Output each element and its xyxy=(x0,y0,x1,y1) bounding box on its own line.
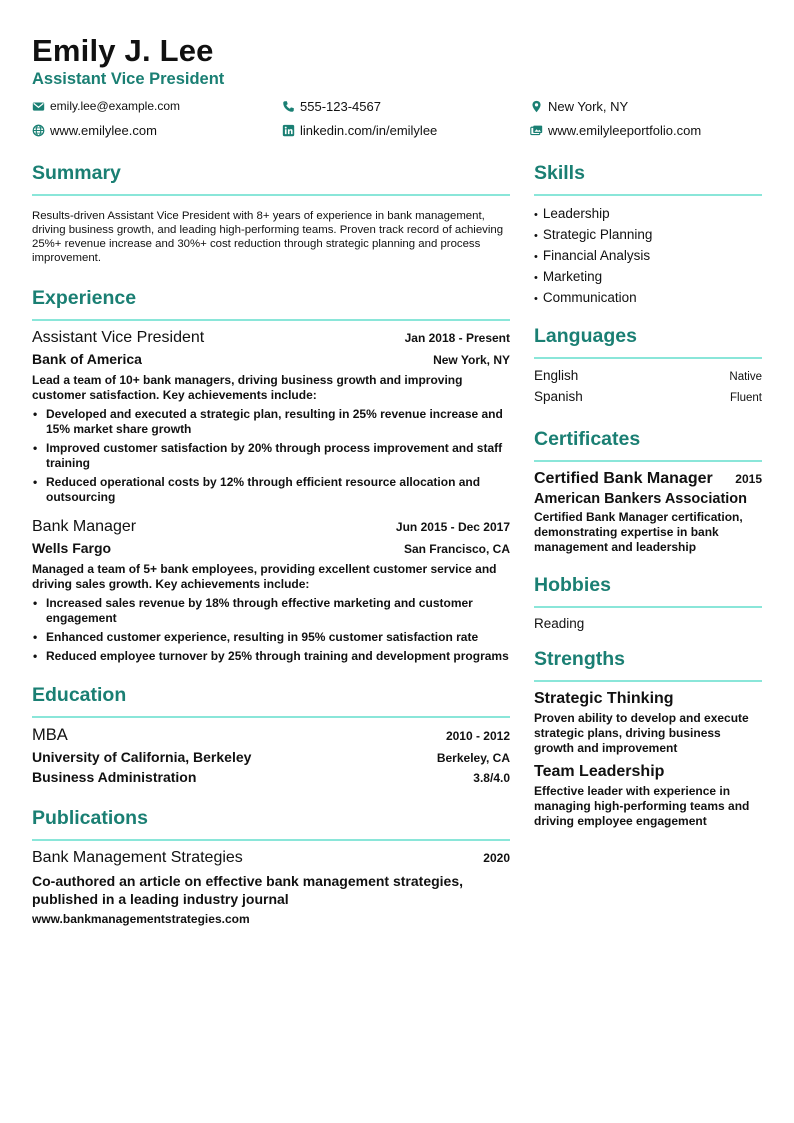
job-description: Lead a team of 10+ bank managers, driving business growth and improving customer satisfaction. Key achievements include: xyxy=(32,373,463,402)
job-entry xyxy=(32,329,510,505)
achievement-item: • Reduced employee turnover by 25% through training and development programs xyxy=(32,649,510,664)
job-achievements xyxy=(32,596,510,664)
job-location: New York, NY xyxy=(433,353,510,367)
skills-section xyxy=(534,160,762,309)
contact-phone-text: 555-123-4567 xyxy=(300,98,381,114)
section-divider xyxy=(534,680,762,682)
certificates-heading: Certificates xyxy=(534,428,641,450)
publications-heading: Publications xyxy=(32,807,148,829)
language-level: Fluent xyxy=(730,392,762,404)
contact-location-text: New York, NY xyxy=(548,98,629,114)
job-location: San Francisco, CA xyxy=(403,542,510,556)
section-divider xyxy=(534,460,762,462)
skills-list xyxy=(534,204,762,309)
section-divider xyxy=(32,194,510,196)
publication-year: 2020 xyxy=(483,851,510,865)
contact-portfolio-text: www.emilyleeportfolio.com xyxy=(548,122,702,138)
summary-text: Results-driven Assistant Vice President with 8+ years of experience in bank management, driving business growth, and leading high-performing teams. Proven track record of achieving 25%+ revenue increase and 30%+ cost reduction through strategic planning and process improvement. xyxy=(32,210,504,264)
strength-item xyxy=(534,690,762,756)
strength-title: Strategic Thinking xyxy=(534,690,674,707)
certificate-issuer: American Bankers Association xyxy=(534,491,748,507)
education-degree: MBA xyxy=(32,726,68,744)
portfolio-icon xyxy=(530,124,543,137)
skill-item: • Financial Analysis xyxy=(534,246,762,267)
language-item xyxy=(534,366,762,387)
globe-icon xyxy=(32,124,45,137)
envelope-icon xyxy=(32,100,45,113)
right-column xyxy=(534,160,762,829)
job-title: Assistant Vice President xyxy=(32,329,205,346)
hobbies-heading: Hobbies xyxy=(534,574,611,596)
experience-heading: Experience xyxy=(32,287,137,309)
skills-heading: Skills xyxy=(534,162,585,184)
summary-heading: Summary xyxy=(32,162,121,184)
job-dates: Jan 2018 - Present xyxy=(404,331,510,345)
left-column xyxy=(32,160,510,926)
language-level: Native xyxy=(729,371,762,383)
section-divider xyxy=(534,606,762,608)
job-description: Managed a team of 5+ bank employees, providing excellent customer service and driving sales growth. Key achievements include: xyxy=(32,562,497,591)
education-gpa: 3.8/4.0 xyxy=(473,771,510,785)
skill-item: • Leadership xyxy=(534,204,762,225)
language-item xyxy=(534,387,762,408)
section-divider xyxy=(534,357,762,359)
certificate-title: Certified Bank Manager xyxy=(534,470,713,487)
education-dates: 2010 - 2012 xyxy=(445,729,510,743)
certificate-year: 2015 xyxy=(735,472,762,486)
section-divider xyxy=(32,716,510,718)
education-heading: Education xyxy=(32,684,127,706)
languages-section xyxy=(534,323,762,408)
achievement-item: • Developed and executed a strategic plan, resulting in 25% revenue increase and 15% market share growth xyxy=(32,407,510,437)
skill-item: • Strategic Planning xyxy=(534,225,762,246)
education-school: University of California, Berkeley xyxy=(32,749,252,765)
hobby-item: Reading xyxy=(534,616,585,631)
summary-section xyxy=(32,160,510,265)
contact-email[interactable] xyxy=(32,96,180,116)
experience-section xyxy=(32,285,510,664)
contact-email-text: emily.lee@example.com xyxy=(50,99,181,113)
contact-website[interactable] xyxy=(32,120,157,140)
contact-portfolio[interactable] xyxy=(530,120,701,140)
phone-icon xyxy=(282,100,295,113)
strength-description: Effective leader with experience in managing high-performing teams and driving employee engagement xyxy=(534,784,750,828)
job-entry xyxy=(32,518,510,664)
language-name: Spanish xyxy=(534,389,583,404)
hobbies-section xyxy=(534,572,762,631)
section-divider xyxy=(32,839,510,841)
candidate-title: Assistant Vice President xyxy=(32,70,225,88)
publication-description: Co-authored an article on effective bank management strategies, published in a leading industry journal xyxy=(32,873,464,907)
publications-section xyxy=(32,805,510,926)
strength-item xyxy=(534,763,762,829)
job-title: Bank Manager xyxy=(32,518,137,535)
job-dates: Jun 2015 - Dec 2017 xyxy=(395,520,510,534)
achievement-item: • Reduced operational costs by 12% through efficient resource allocation and outsourcing xyxy=(32,475,510,505)
strength-description: Proven ability to develop and execute strategic plans, driving business growth and improvement xyxy=(534,711,749,755)
contact-location xyxy=(530,96,628,116)
strengths-section xyxy=(534,646,762,829)
map-pin-icon xyxy=(530,100,543,113)
contact-info xyxy=(32,96,762,142)
job-achievements xyxy=(32,407,510,505)
publication-url[interactable]: www.bankmanagementstrategies.com xyxy=(32,912,250,926)
certificates-section xyxy=(534,426,762,555)
achievement-item: • Increased sales revenue by 18% through effective marketing and customer engagement xyxy=(32,596,510,626)
education-location: Berkeley, CA xyxy=(436,751,510,765)
section-divider xyxy=(32,319,510,321)
contact-website-text: www.emilylee.com xyxy=(50,122,157,138)
job-company: Bank of America xyxy=(32,351,142,367)
achievement-item: • Enhanced customer experience, resulting in 95% customer satisfaction rate xyxy=(32,630,510,645)
education-field: Business Administration xyxy=(32,769,197,785)
certificate-description: Certified Bank Manager certification, demonstrating expertise in bank management and leadership xyxy=(534,510,743,554)
job-company: Wells Fargo xyxy=(32,540,112,556)
contact-linkedin-text: linkedin.com/in/emilylee xyxy=(300,122,438,138)
candidate-name: Emily J. Lee xyxy=(32,33,214,68)
language-name: English xyxy=(534,368,579,383)
skill-item: • Communication xyxy=(534,288,762,309)
linkedin-icon xyxy=(282,124,295,137)
contact-linkedin[interactable] xyxy=(282,120,437,140)
section-divider xyxy=(534,194,762,196)
contact-phone[interactable] xyxy=(282,96,381,116)
strengths-heading: Strengths xyxy=(534,648,626,670)
publication-title: Bank Management Strategies xyxy=(32,849,243,866)
skill-item: • Marketing xyxy=(534,267,762,288)
education-section xyxy=(32,682,510,785)
strength-title: Team Leadership xyxy=(534,763,665,780)
languages-heading: Languages xyxy=(534,325,637,347)
achievement-item: • Improved customer satisfaction by 20% through process improvement and staff training xyxy=(32,441,510,471)
